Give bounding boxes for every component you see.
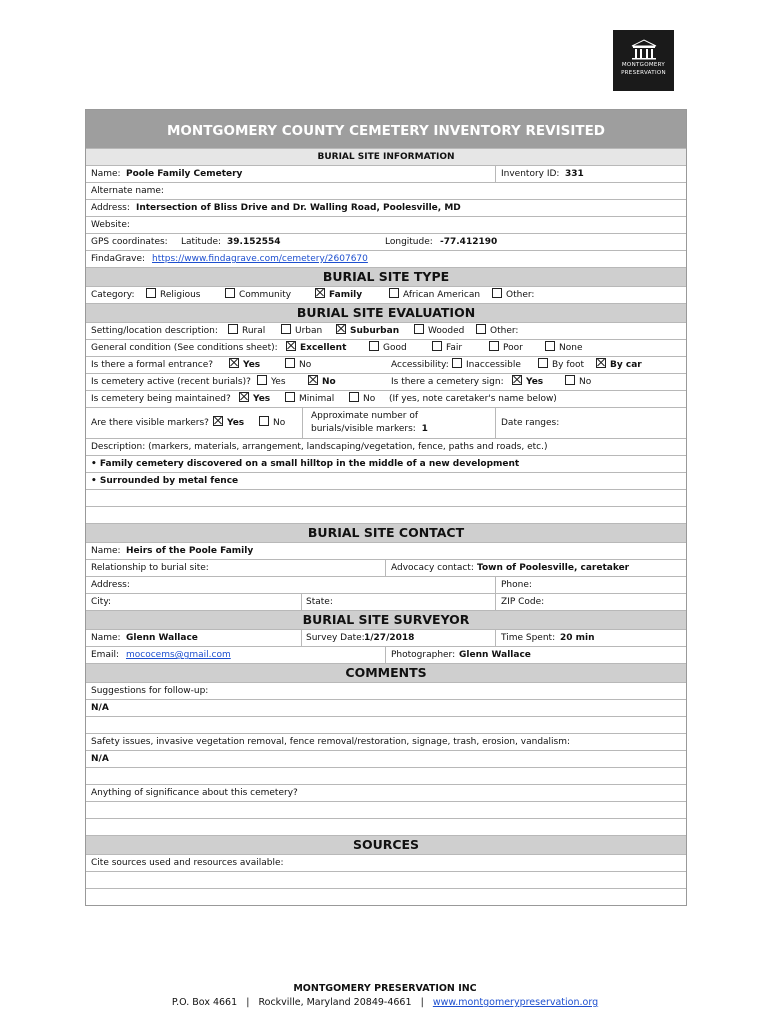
other-type-option[interactable] xyxy=(492,287,534,303)
evaluation-header: BURIAL SITE EVALUATION xyxy=(86,304,686,323)
maintained-label: Is cemetery being maintained? xyxy=(91,394,231,404)
followup-label-row xyxy=(86,683,686,700)
community-checkbox[interactable] xyxy=(225,288,235,298)
description-label-row xyxy=(86,439,686,456)
fair-option[interactable] xyxy=(432,340,462,356)
time-spent-value[interactable]: 20 min xyxy=(560,633,595,643)
info-header: BURIAL SITE INFORMATION xyxy=(86,149,686,166)
markers-label: Are there visible markers? xyxy=(91,418,209,428)
community-option[interactable] xyxy=(225,287,291,303)
contact-address-row xyxy=(86,577,686,594)
sign-label: Is there a cemetery sign: xyxy=(391,377,504,387)
form-title: MONTGOMERY COUNTY CEMETERY INVENTORY REVISITED xyxy=(86,110,686,149)
maintained-no-option[interactable] xyxy=(349,391,375,407)
minimal-option[interactable] xyxy=(285,391,334,407)
none-option[interactable] xyxy=(545,340,582,356)
inventory-form xyxy=(85,109,687,906)
inaccessible-checkbox[interactable] xyxy=(452,358,462,368)
footer-sep-1: | xyxy=(246,997,250,1008)
markers-no-option[interactable] xyxy=(259,408,285,438)
approx-value[interactable]: 1 xyxy=(421,424,428,434)
relationship-row xyxy=(86,560,686,577)
followup-label: Suggestions for follow-up: xyxy=(91,686,209,696)
email-link[interactable]: mococems@gmail.com xyxy=(126,650,231,660)
poor-option[interactable] xyxy=(489,340,523,356)
good-checkbox[interactable] xyxy=(369,341,379,351)
suburban-text: Suburban xyxy=(350,326,400,336)
religious-option[interactable] xyxy=(146,287,201,303)
significance-blank-row-2[interactable] xyxy=(86,819,686,836)
active-yes-checkbox[interactable] xyxy=(257,375,267,385)
approx-label-2: burials/visible markers: xyxy=(311,424,416,434)
findagrave-row xyxy=(86,251,686,268)
description-text-2: • Surrounded by metal fence xyxy=(91,476,239,486)
sign-yes-text: Yes xyxy=(526,377,544,387)
relationship-label: Relationship to burial site: xyxy=(91,563,209,573)
latitude-label: Latitude: xyxy=(181,237,222,247)
active-no-checkbox[interactable] xyxy=(308,375,318,385)
active-label: Is cemetery active (recent burials)? xyxy=(91,377,251,387)
address-label: Address: xyxy=(91,203,130,213)
building-icon xyxy=(629,38,659,60)
sign-no-text: No xyxy=(579,377,592,387)
inaccessible-text: Inaccessible xyxy=(466,360,521,370)
urban-option[interactable] xyxy=(281,323,322,339)
minimal-checkbox[interactable] xyxy=(285,392,295,402)
none-text: None xyxy=(559,343,583,353)
name-row xyxy=(86,166,686,183)
description-label: Description: (markers, materials, arrangement, landscaping/vegetation, fence, paths and roads, etc.) xyxy=(91,442,548,452)
findagrave-label: FindaGrave: xyxy=(91,254,146,264)
maintained-row xyxy=(86,391,686,408)
inventory-id-value[interactable]: 331 xyxy=(565,169,584,179)
city-row xyxy=(86,594,686,611)
sign-no-checkbox[interactable] xyxy=(565,375,575,385)
by-car-text: By car xyxy=(610,360,642,370)
category-row xyxy=(86,287,686,304)
followup-blank-row[interactable] xyxy=(86,717,686,734)
maintained-no-checkbox[interactable] xyxy=(349,392,359,402)
family-checkbox[interactable] xyxy=(315,288,325,298)
religious-text: Religious xyxy=(160,290,201,300)
date-ranges-label: Date ranges: xyxy=(495,408,559,438)
wooded-checkbox[interactable] xyxy=(414,324,424,334)
photographer-label: Photographer: xyxy=(385,647,455,663)
other-setting-checkbox[interactable] xyxy=(476,324,486,334)
website-row[interactable] xyxy=(86,217,686,234)
advocacy-value[interactable]: Town of Poolesville, caretaker xyxy=(477,563,630,573)
contact-name-value[interactable]: Heirs of the Poole Family xyxy=(126,546,254,556)
email-row xyxy=(86,647,686,664)
contact-header: BURIAL SITE CONTACT xyxy=(86,524,686,543)
survey-date-value[interactable]: 1/27/2018 xyxy=(364,633,415,643)
entrance-yes-option[interactable] xyxy=(229,357,260,373)
religious-checkbox[interactable] xyxy=(146,288,156,298)
description-line-2[interactable] xyxy=(86,473,686,490)
other-setting-option[interactable] xyxy=(476,323,518,339)
urban-checkbox[interactable] xyxy=(281,324,291,334)
name-label: Name: xyxy=(91,169,121,179)
description-line-3[interactable] xyxy=(86,490,686,507)
fair-text: Fair xyxy=(446,343,463,353)
maintained-yes-option[interactable] xyxy=(239,391,270,407)
none-checkbox[interactable] xyxy=(545,341,555,351)
urban-text: Urban xyxy=(295,326,323,336)
entrance-no-text: No xyxy=(299,360,312,370)
city-label: City: xyxy=(91,597,112,607)
alternate-name-label: Alternate name: xyxy=(91,186,164,196)
wooded-option[interactable] xyxy=(414,323,464,339)
zip-label: ZIP Code: xyxy=(495,594,544,610)
footer-sep-2: | xyxy=(420,997,424,1008)
contact-name-label: Name: xyxy=(91,546,121,556)
category-label: Category: xyxy=(91,290,135,300)
name-value[interactable]: Poole Family Cemetery xyxy=(126,169,243,179)
other-type-checkbox[interactable] xyxy=(492,288,502,298)
cite-label: Cite sources used and resources available: xyxy=(91,858,284,868)
by-foot-checkbox[interactable] xyxy=(538,358,548,368)
poor-text: Poor xyxy=(503,343,523,353)
email-label: Email: xyxy=(91,650,120,660)
rural-text: Rural xyxy=(242,326,266,336)
condition-row xyxy=(86,340,686,357)
surveyor-name-row xyxy=(86,630,686,647)
maintained-yes-checkbox[interactable] xyxy=(239,392,249,402)
entrance-yes-checkbox[interactable] xyxy=(229,358,239,368)
description-text-1: • Family cemetery discovered on a small hilltop in the middle of a new development xyxy=(91,459,520,469)
latitude-value[interactable]: 39.152554 xyxy=(227,237,281,247)
entrance-no-option[interactable] xyxy=(285,357,311,373)
condition-label: General condition (See conditions sheet): xyxy=(91,343,278,353)
footer-pobox: P.O. Box 4661 xyxy=(171,997,238,1008)
gps-row xyxy=(86,234,686,251)
other-type-text: Other: xyxy=(506,290,535,300)
significance-blank-row-1[interactable] xyxy=(86,802,686,819)
good-option[interactable] xyxy=(369,340,407,356)
contact-address-label: Address: xyxy=(91,580,130,590)
suburban-checkbox[interactable] xyxy=(336,324,346,334)
description-line-4[interactable] xyxy=(86,507,686,524)
family-option[interactable] xyxy=(315,287,362,303)
advocacy-label: Advocacy contact: xyxy=(385,560,474,576)
by-car-option[interactable] xyxy=(596,357,642,373)
caretaker-note: (If yes, note caretaker's name below) xyxy=(389,394,557,404)
montgomery-preservation-logo xyxy=(613,30,674,91)
rural-checkbox[interactable] xyxy=(228,324,238,334)
surveyor-name-value[interactable]: Glenn Wallace xyxy=(126,633,198,643)
description-line-1[interactable] xyxy=(86,456,686,473)
setting-label: Setting/location description: xyxy=(91,326,218,336)
minimal-text: Minimal xyxy=(299,394,335,404)
approx-label-1: Approximate number of xyxy=(311,411,419,421)
approx-burials xyxy=(302,408,428,439)
contact-name-row xyxy=(86,543,686,560)
sign-yes-option[interactable] xyxy=(512,374,543,390)
maintained-yes-text: Yes xyxy=(253,394,271,404)
cite-blank-row-2[interactable] xyxy=(86,889,686,905)
followup-value-row[interactable] xyxy=(86,700,686,717)
safety-label: Safety issues, invasive vegetation removal, fence removal/restoration, signage, trash, erosion, vandalism: xyxy=(91,737,571,747)
community-text: Community xyxy=(239,290,292,300)
type-header: BURIAL SITE TYPE xyxy=(86,268,686,287)
cite-label-row xyxy=(86,855,686,872)
by-foot-option[interactable] xyxy=(538,357,584,373)
rural-option[interactable] xyxy=(228,323,265,339)
african-american-checkbox[interactable] xyxy=(389,288,399,298)
time-spent-label: Time Spent: xyxy=(495,630,555,646)
good-text: Good xyxy=(383,343,407,353)
poor-checkbox[interactable] xyxy=(489,341,499,351)
active-yes-text: Yes xyxy=(271,377,286,387)
by-foot-text: By foot xyxy=(552,360,585,370)
footer-org: MONTGOMERY PRESERVATION INC xyxy=(293,983,477,994)
gps-label: GPS coordinates: xyxy=(91,237,168,247)
phone-label: Phone: xyxy=(495,577,532,593)
markers-no-text: No xyxy=(273,418,286,428)
surveyor-header: BURIAL SITE SURVEYOR xyxy=(86,611,686,630)
website-label: Website: xyxy=(91,220,130,230)
entrance-label: Is there a formal entrance? xyxy=(91,360,214,370)
other-setting-text: Other: xyxy=(490,326,519,336)
markers-no-checkbox[interactable] xyxy=(259,416,269,426)
markers-yes-text: Yes xyxy=(227,418,245,428)
findagrave-link[interactable]: https://www.findagrave.com/cemetery/2607670 xyxy=(152,254,368,264)
entrance-no-checkbox[interactable] xyxy=(285,358,295,368)
excellent-option[interactable] xyxy=(286,340,346,356)
safety-blank-row[interactable] xyxy=(86,768,686,785)
family-text: Family xyxy=(329,290,363,300)
excellent-checkbox[interactable] xyxy=(286,341,296,351)
active-no-option[interactable] xyxy=(308,374,336,390)
sources-header: SOURCES xyxy=(86,836,686,855)
address-row xyxy=(86,200,686,217)
longitude-label: Longitude: xyxy=(385,237,433,247)
by-car-checkbox[interactable] xyxy=(596,358,606,368)
markers-row xyxy=(86,408,686,439)
african-american-option[interactable] xyxy=(389,287,480,303)
footer-city: Rockville, Maryland 20849-4661 xyxy=(258,997,412,1008)
excellent-text: Excellent xyxy=(300,343,347,353)
fair-checkbox[interactable] xyxy=(432,341,442,351)
state-label: State: xyxy=(301,594,333,610)
cite-blank-row-1[interactable] xyxy=(86,872,686,889)
safety-value: N/A xyxy=(91,754,109,764)
logo-text-2: PRESERVATION xyxy=(621,70,666,76)
comments-header: COMMENTS xyxy=(86,664,686,683)
address-value[interactable]: Intersection of Bliss Drive and Dr. Walling Road, Poolesville, MD xyxy=(136,203,461,213)
african-american-text: African American xyxy=(403,290,481,300)
markers-yes-option[interactable] xyxy=(213,408,244,438)
suburban-option[interactable] xyxy=(336,323,399,339)
inventory-id-label: Inventory ID: xyxy=(495,166,559,182)
sign-yes-checkbox[interactable] xyxy=(512,375,522,385)
logo-text-1: MONTGOMERY xyxy=(621,62,666,68)
maintained-no-text: No xyxy=(363,394,376,404)
photographer-value[interactable]: Glenn Wallace xyxy=(459,650,531,660)
entrance-row xyxy=(86,357,686,374)
entrance-yes-text: Yes xyxy=(243,360,261,370)
survey-date-label: Survey Date: xyxy=(301,630,365,646)
active-row xyxy=(86,374,686,391)
inaccessible-option[interactable] xyxy=(452,357,521,373)
active-yes-option[interactable] xyxy=(257,374,286,390)
footer-url[interactable]: www.montgomerypreservation.org xyxy=(432,997,599,1008)
safety-value-row[interactable] xyxy=(86,751,686,768)
active-no-text: No xyxy=(322,377,336,387)
significance-label: Anything of significance about this cemetery? xyxy=(91,788,298,798)
accessibility-label: Accessibility: xyxy=(391,360,449,370)
sign-no-option[interactable] xyxy=(565,374,591,390)
significance-label-row xyxy=(86,785,686,802)
safety-label-row xyxy=(86,734,686,751)
markers-yes-checkbox[interactable] xyxy=(213,416,223,426)
followup-value: N/A xyxy=(91,703,109,713)
setting-row xyxy=(86,323,686,340)
wooded-text: Wooded xyxy=(428,326,465,336)
surveyor-name-label: Name: xyxy=(91,633,121,643)
footer-contact xyxy=(0,997,770,1008)
longitude-value[interactable]: -77.412190 xyxy=(440,237,498,247)
alternate-name-row[interactable] xyxy=(86,183,686,200)
